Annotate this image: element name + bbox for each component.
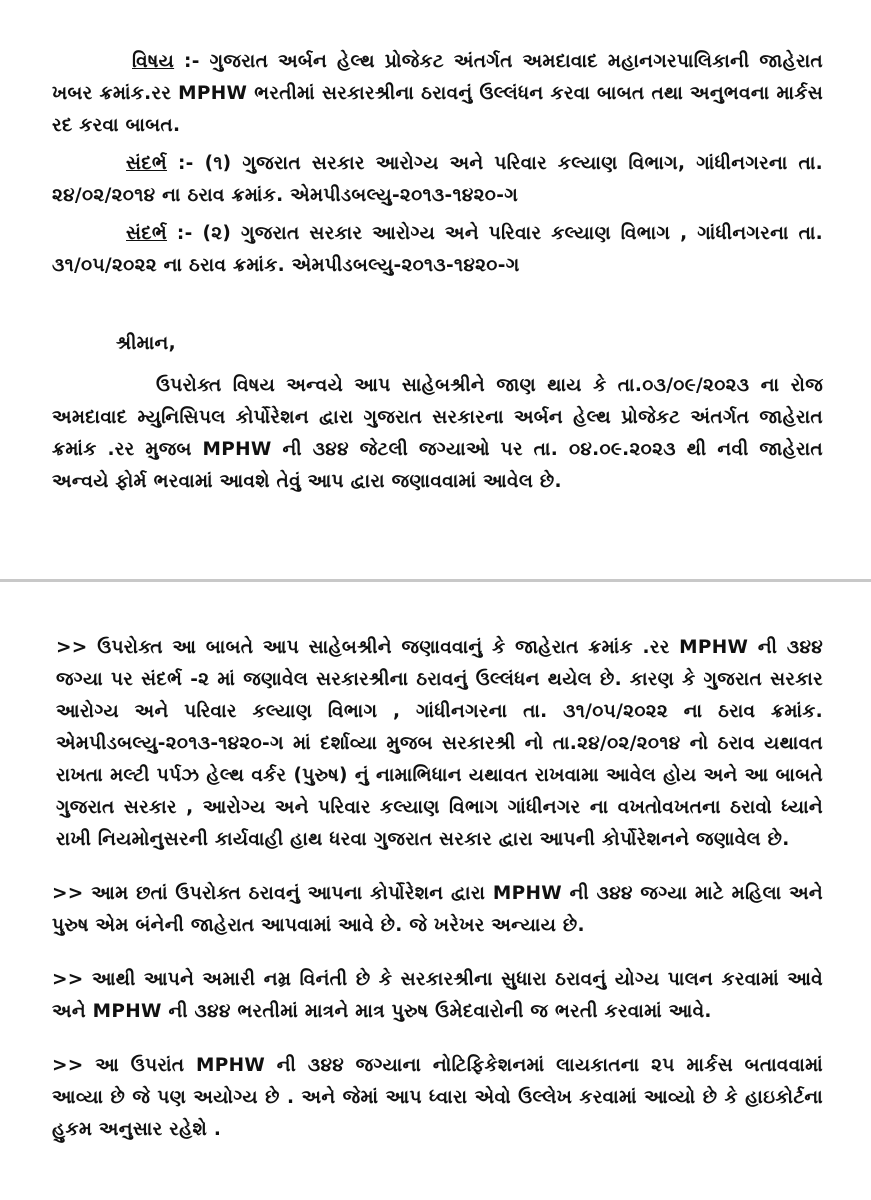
reference-1-label: સંદર્ભ xyxy=(126,153,168,174)
point-1-paragraph: >> ઉપરોક્ત આ બાબતે આપ સાહેબશ્રીને જણાવવાનું કે જાહેરાત ક્રમાંક .રર MPHW ની ૩૪૪ જગ્યા પર સંદર્ભ -૨ માં જણાવેલ સરકારશ્રીના ઠરાવનું ઉલ્લંધન થયેલ છે. કારણ કે ગુજરાત સરકાર આરોગ્ય અને પરિવાર કલ્યાણ વિભાગ , ગાંધીનગરના તા. ૩૧/૦૫/૨૦૨૨ ના ઠરાવ ક્રમાંક. એમપીડબલ્યુ-૨૦૧૩-૧૪૨૦-ગ માં દર્શાવ્યા મુજબ સરકારશ્રી નો તા.૨૪/૦૨/૨૦૧૪ નો ઠરાવ યથાવત રાખતા મલ્ટી પર્પઝ હેલ્થ વર્કર (પુરુષ) નું નામાભિધાન યથાવત રાખવામા આવેલ હોય અને આ બાબતે ગુજરાત સરકાર , આરોગ્ય અને પરિવાર કલ્યાણ વિભાગ ગાંધીનગર ના વખતોવખતના ઠરાવો ધ્યાને રાખી નિયમોનુસરની કાર્યવાહી હાથ ધરવા ગુજરાત સરકાર દ્વારા આપની કોર્પોરેશનને જણાવેલ છે. xyxy=(56,637,823,850)
subject-paragraph xyxy=(52,46,823,142)
point-3-paragraph: >> આથી આપને અમારી નમ્ર વિનંતી છે કે સરકારશ્રીના સુધારા ઠરાવનું યોગ્ય પાલન કરવામાં આવે અને MPHW ની ૩૪૪ ભરતીમાં માત્રને માત્ર પુરુષ ઉમેદવારોની જ ભરતી કરવામાં આવે. xyxy=(52,969,823,1022)
reference-2-text: :- (૨) ગુજરાત સરકાર આરોગ્ય અને પરિવાર કલ્યાણ વિભાગ , ગાંધીનગરના તા. ૩૧/૦૫/૨૦૨૨ ના ઠરાવ ક્રમાંક. એમપીડબલ્યુ-૨૦૧૩-૧૪૨૦-ગ xyxy=(52,223,823,276)
reference-2-paragraph xyxy=(52,218,823,282)
subject-text: :- ગુજરાત અર્બન હેલ્થ પ્રોજેકટ અંતર્ગત અમદાવાદ મહાનગરપાલિકાની જાહેરાત ખબર ક્રમાંક.રર MPHW ભરતીમાં સરકારશ્રીના ઠરાવનું ઉલ્લંધન કરવા બાબત તથા અનુભવના માર્કસ રદ કરવા બાબત. xyxy=(52,51,823,136)
reference-1-paragraph xyxy=(52,148,823,212)
letter-page-top xyxy=(0,46,871,498)
page-break-divider xyxy=(0,579,871,582)
reference-1-text: :- (૧) ગુજરાત સરકાર આરોગ્ય અને પરિવાર કલ્યાણ વિભાગ, ગાંધીનગરના તા. ૨૪/૦૨/૨૦૧૪ ના ઠરાવ ક્રમાંક. એમપીડબલ્યુ-૨૦૧૩-૧૪૨૦-ગ xyxy=(52,153,823,206)
point-2-paragraph: >> આમ છતાં ઉપરોક્ત ઠરાવનું આપના કોર્પોરેશન દ્વારા MPHW ની ૩૪૪ જગ્યા માટે મહિલા અને પુરુષ એમ બંનેની જાહેરાત આપવામાં આવે છે. જે ખરેખર અન્યાય છે. xyxy=(52,883,823,936)
subject-label: વિષય xyxy=(132,51,175,72)
reference-2-label: સંદર્ભ xyxy=(126,223,168,244)
intro-paragraph: ઉપરોક્ત વિષય અન્વયે આપ સાહેબશ્રીને જાણ થાય કે તા.૦૩/૦૯/૨૦૨૩ ના રોજ અમદાવાદ મ્યુનિસિપલ કોર્પોરેશન દ્વારા ગુજરાત સરકારના અર્બન હેલ્થ પ્રોજેકટ અંતર્ગત જાહેરાત ક્રમાંક .રર મુજબ MPHW ની ૩૪૪ જેટલી જગ્યાઓ પર તા. ૦૪.૦૯.૨૦૨૩ થી નવી જાહેરાત અન્વયે ફોર્મ ભરવામાં આવશે તેવું આપ દ્વારા જણાવવામાં આવેલ છે. xyxy=(52,375,823,492)
letter-page-bottom xyxy=(0,632,871,1146)
point-4-paragraph: >> આ ઉપરાંત MPHW ની ૩૪૪ જગ્યાના નોટિફિકેશનમાં લાયકાતના ૨૫ માર્કસ બતાવવામાં આવ્યા છે જે પણ અયોગ્ય છે . અને જેમાં આપ ધ્વારા એવો ઉલ્લેખ કરવામાં આવ્યો છે કે હાઇકોર્ટના હુકમ અનુસાર રહેશે . xyxy=(52,1055,823,1140)
salutation: શ્રીમાન, xyxy=(116,333,176,354)
